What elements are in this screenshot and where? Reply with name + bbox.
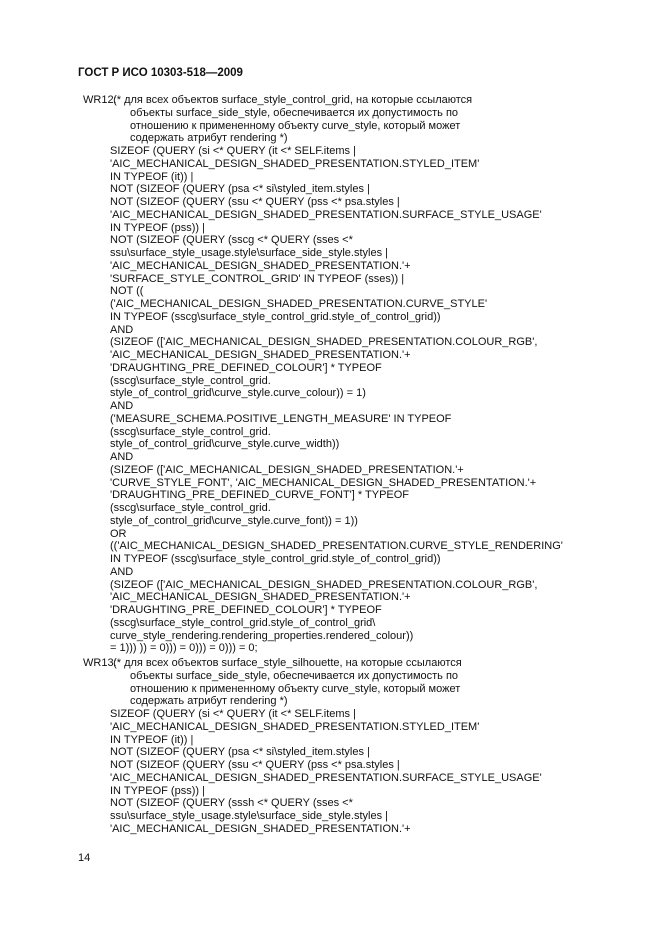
comment-line bbox=[83, 94, 563, 107]
code-line: 'AIC_MECHANICAL_DESIGN_SHADED_PRESENTATION.'+ bbox=[110, 259, 411, 272]
code-line: 'AIC_MECHANICAL_DESIGN_SHADED_PRESENTATION.'+ bbox=[110, 822, 411, 835]
code-line: ('AIC_MECHANICAL_DESIGN_SHADED_PRESENTATION.CURVE_STYLE' bbox=[110, 298, 488, 310]
code-line: SIZEOF (QUERY (si <* QUERY (it <* SELF.items | bbox=[110, 145, 356, 157]
comment-line bbox=[83, 683, 542, 696]
code-line: NOT (SIZEOF (QUERY (ssu <* QUERY (pss <* psa.styles | bbox=[110, 196, 400, 208]
comment-text: отношению к примененному объекту curve_style, который может bbox=[130, 682, 461, 695]
code-line: AND bbox=[110, 565, 134, 578]
code-line: IN TYPEOF (sscg\surface_style_control_grid.style_of_control_grid)) bbox=[110, 310, 441, 323]
code-line: AND bbox=[110, 323, 134, 336]
comment-line bbox=[83, 132, 563, 145]
comment-line bbox=[83, 120, 563, 133]
code-line: IN TYPEOF (pss)) | bbox=[110, 784, 205, 797]
code-line: = 1))) )) = 0))) = 0))) = 0))) = 0; bbox=[110, 642, 258, 655]
code-line: IN TYPEOF (sscg\surface_style_control_grid.style_of_control_grid)) bbox=[110, 553, 441, 565]
code-line: curve_style_rendering.rendering_properties.rendered_colour)) bbox=[110, 629, 414, 642]
code-line: 'AIC_MECHANICAL_DESIGN_SHADED_PRESENTATION.STYLED_ITEM' bbox=[110, 157, 480, 170]
code-line: IN TYPEOF (pss)) | bbox=[110, 221, 205, 234]
code-line: 'DRAUGHTING_PRE_DEFINED_CURVE_FONT'] * TYPEOF bbox=[110, 489, 410, 502]
code-line: style_of_control_grid\curve_style.curve_width)) bbox=[110, 438, 340, 451]
code-line: ('MEASURE_SCHEMA.POSITIVE_LENGTH_MEASURE' IN TYPEOF bbox=[110, 412, 452, 425]
comment-text: содержать атрибут rendering *) bbox=[130, 695, 288, 708]
code-line: style_of_control_grid\curve_style.curve_colour)) = 1) bbox=[110, 387, 366, 400]
code-line: (sscg\surface_style_control_grid. bbox=[110, 502, 271, 514]
comment-text: отношению к примененному объекту curve_style, который может bbox=[130, 119, 461, 132]
code-line: 'AIC_MECHANICAL_DESIGN_SHADED_PRESENTATION.SURFACE_STYLE_USAGE' bbox=[110, 208, 542, 221]
comment-line bbox=[83, 670, 542, 683]
code-line: 'SURFACE_STYLE_CONTROL_GRID' IN TYPEOF (sses)) | bbox=[110, 272, 405, 285]
rule-wr13 bbox=[83, 657, 542, 836]
comment-text: (* для всех объектов surface_style_control_grid, на которые ссылаются bbox=[113, 94, 473, 106]
code-line: (SIZEOF (['AIC_MECHANICAL_DESIGN_SHADED_PRESENTATION.'+ bbox=[110, 463, 464, 476]
code-line: 'DRAUGHTING_PRE_DEFINED_COLOUR'] * TYPEOF bbox=[110, 604, 382, 616]
rule-label: WR12: bbox=[83, 94, 117, 106]
code-line: (SIZEOF (['AIC_MECHANICAL_DESIGN_SHADED_PRESENTATION.COLOUR_RGB', bbox=[110, 336, 538, 349]
code-line: 'AIC_MECHANICAL_DESIGN_SHADED_PRESENTATION.STYLED_ITEM' bbox=[110, 720, 480, 733]
code-line: 'DRAUGHTING_PRE_DEFINED_COLOUR'] * TYPEOF bbox=[110, 361, 382, 374]
rule-wr12 bbox=[83, 94, 563, 655]
code-line: (sscg\surface_style_control_grid. bbox=[110, 374, 271, 387]
comment-text: содержать атрибут rendering *) bbox=[130, 132, 288, 145]
code-line: 'AIC_MECHANICAL_DESIGN_SHADED_PRESENTATION.SURFACE_STYLE_USAGE' bbox=[110, 771, 542, 784]
code-line: ssu\surface_style_usage.style\surface_side_style.styles | bbox=[110, 810, 388, 822]
code-line: 'AIC_MECHANICAL_DESIGN_SHADED_PRESENTATION.'+ bbox=[110, 591, 411, 604]
comment-line bbox=[83, 107, 563, 120]
code-line: 'CURVE_STYLE_FONT', 'AIC_MECHANICAL_DESIGN_SHADED_PRESENTATION.'+ bbox=[110, 476, 537, 489]
code-line: (sscg\surface_style_control_grid.style_of_control_grid\ bbox=[110, 616, 376, 629]
code-line: NOT (SIZEOF (QUERY (ssu <* QUERY (pss <* psa.styles | bbox=[110, 759, 400, 771]
comment-text: (* для всех объектов surface_style_silhouette, на которые ссылаются bbox=[113, 657, 462, 669]
code-line: NOT (SIZEOF (QUERY (psa <* si\styled_item.styles | bbox=[110, 746, 370, 759]
code-line: NOT (( bbox=[110, 285, 144, 298]
code-line: OR bbox=[110, 527, 127, 540]
code-line: IN TYPEOF (it)) | bbox=[110, 733, 194, 746]
comment-text: объекты surface_side_style, обеспечивается их допустимость по bbox=[130, 106, 459, 119]
comment-line bbox=[83, 657, 542, 670]
code-line: NOT (SIZEOF (QUERY (sssh <* QUERY (sses <* bbox=[110, 797, 353, 810]
page-number: 14 bbox=[78, 852, 91, 864]
code-line: (SIZEOF (['AIC_MECHANICAL_DESIGN_SHADED_PRESENTATION.COLOUR_RGB', bbox=[110, 578, 538, 591]
comment-line bbox=[83, 695, 542, 708]
code-line: style_of_control_grid\curve_style.curve_font)) = 1)) bbox=[110, 514, 358, 527]
document-header: ГОСТ Р ИСО 10303-518—2009 bbox=[78, 67, 243, 79]
code-line: SIZEOF (QUERY (si <* QUERY (it <* SELF.items | bbox=[110, 708, 356, 720]
code-line: IN TYPEOF (it)) | bbox=[110, 170, 194, 183]
code-line: AND bbox=[110, 400, 134, 412]
comment-text: объекты surface_side_style, обеспечивается их допустимость по bbox=[130, 669, 459, 682]
rule-label: WR13: bbox=[83, 657, 117, 669]
code-line: NOT (SIZEOF (QUERY (psa <* si\styled_item.styles | bbox=[110, 183, 370, 196]
code-line: 'AIC_MECHANICAL_DESIGN_SHADED_PRESENTATION.'+ bbox=[110, 349, 411, 361]
code-line: (('AIC_MECHANICAL_DESIGN_SHADED_PRESENTATION.CURVE_STYLE_RENDERING' bbox=[110, 540, 563, 553]
code-line: (sscg\surface_style_control_grid. bbox=[110, 425, 271, 438]
code-line: AND bbox=[110, 451, 134, 463]
code-line: ssu\surface_style_usage.style\surface_side_style.styles | bbox=[110, 247, 388, 259]
code-line: NOT (SIZEOF (QUERY (sscg <* QUERY (sses <* bbox=[110, 234, 353, 247]
